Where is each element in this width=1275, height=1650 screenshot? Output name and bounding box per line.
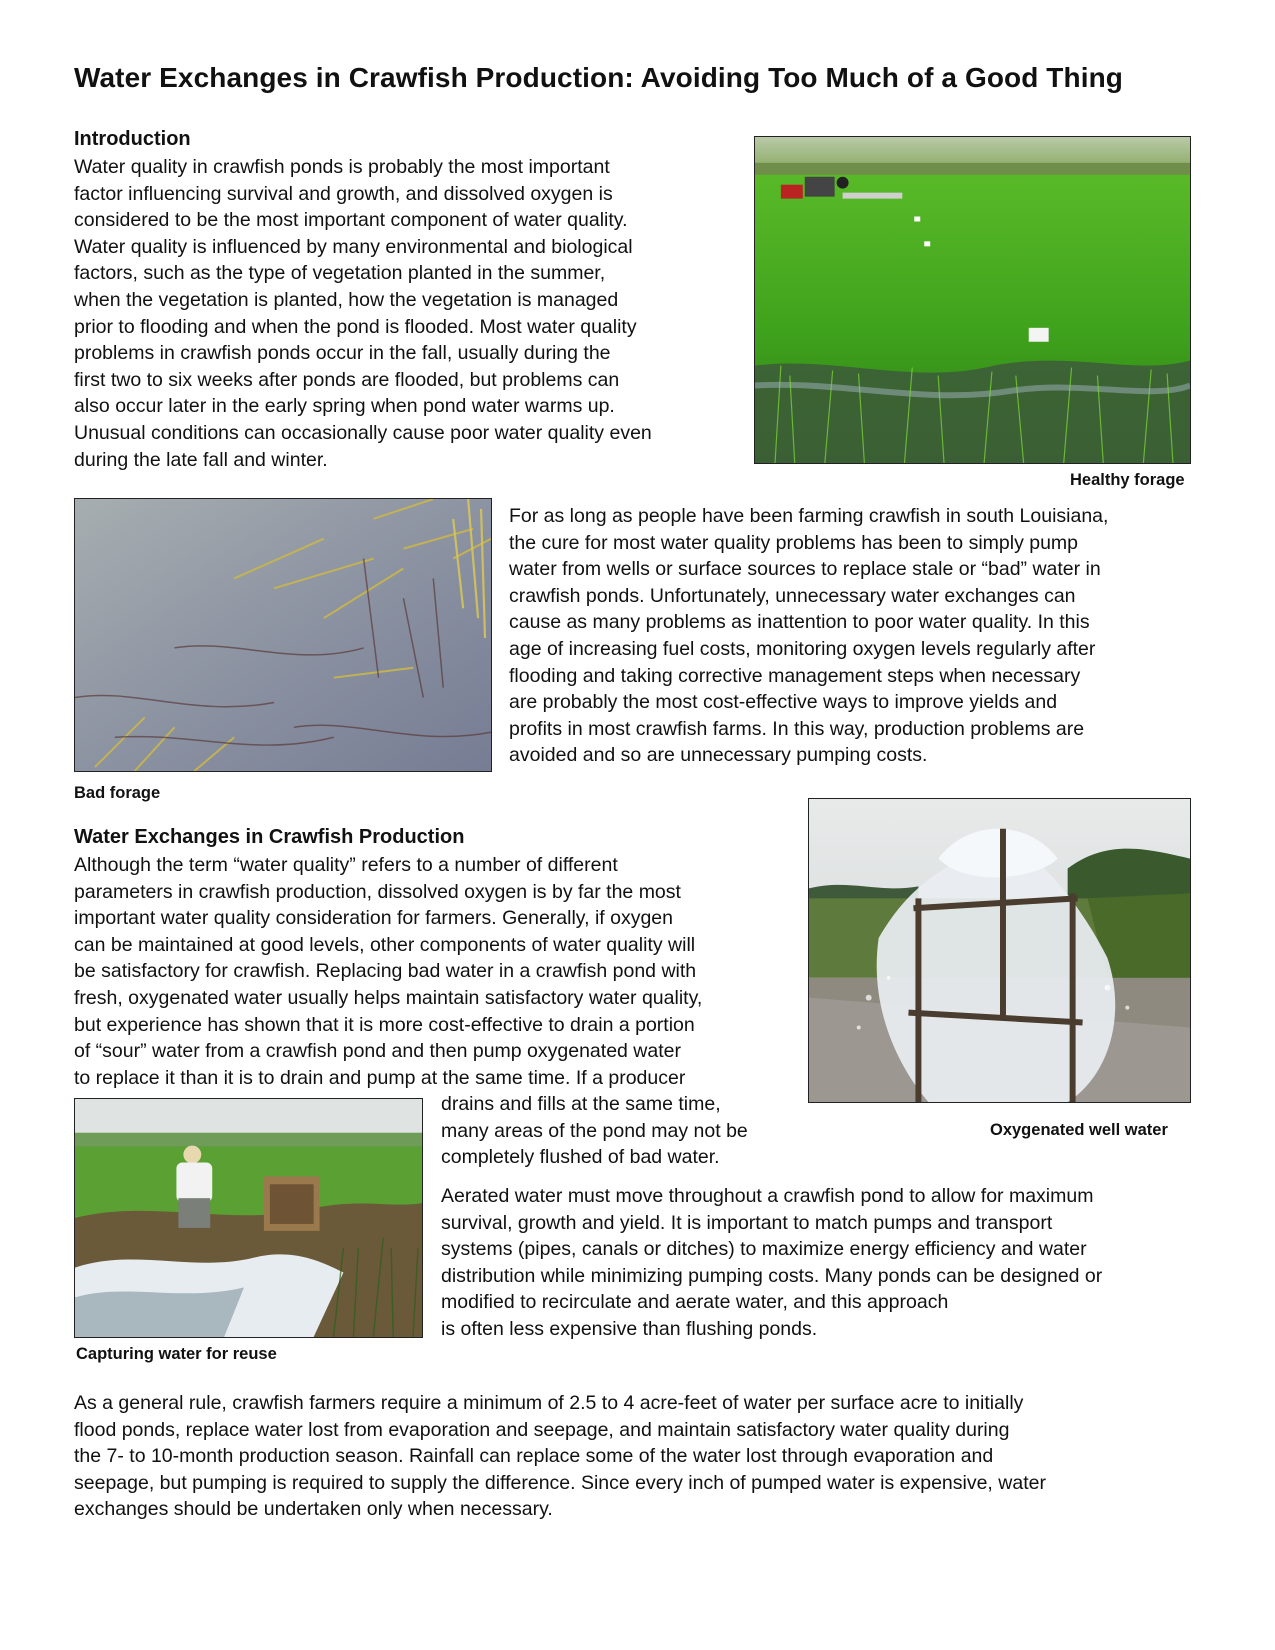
bad-forage-caption: Bad forage	[74, 784, 161, 802]
oxygenated-well-photo	[808, 798, 1191, 1103]
text-line: modified to recirculate and aerate water, and this approach	[441, 1291, 949, 1314]
text-line: be satisfactory for crawfish. Replacing bad water in a crawfish pond with	[74, 960, 697, 983]
text-line: the cure for most water quality problems has been to simply pump	[509, 531, 1079, 554]
text-line: is often less expensive than flushing ponds.	[441, 1317, 818, 1340]
text-line: are probably the most cost-effective ways to improve yields and	[509, 691, 1058, 714]
text-line: completely flushed of bad water.	[441, 1146, 720, 1169]
text-line: parameters in crawfish production, dissolved oxygen is by far the most	[74, 880, 681, 903]
intro-heading: Introduction	[74, 128, 191, 150]
text-line: crawfish ponds. Unfortunately, unnecessary water exchanges can	[509, 584, 1076, 607]
page-title: Water Exchanges in Crawfish Production: Avoiding Too Much of a Good Thing	[74, 62, 1124, 93]
text-line: first two to six weeks after ponds are flooded, but problems can	[74, 368, 620, 391]
text-line: age of increasing fuel costs, monitoring oxygen levels regularly after	[509, 637, 1096, 660]
text-line: For as long as people have been farming crawfish in south Louisiana,	[509, 505, 1109, 527]
text-line: during the late fall and winter.	[74, 448, 328, 471]
healthy-forage-caption: Healthy forage	[1070, 471, 1185, 489]
healthy-forage-photo	[754, 136, 1191, 464]
text-line: fresh, oxygenated water usually helps maintain satisfactory water quality,	[74, 986, 703, 1009]
text-line: survival, growth and yield. It is important to match pumps and transport	[441, 1211, 1053, 1234]
text-line: As a general rule, crawfish farmers require a minimum of 2.5 to 4 acre-feet of water per surface acre to initially	[74, 1392, 1024, 1414]
text-line: flooding and taking corrective management steps when necessary	[509, 664, 1081, 687]
text-line: important water quality consideration for farmers. Generally, if oxygen	[74, 907, 673, 930]
capturing-water-caption: Capturing water for reuse	[76, 1345, 277, 1363]
text-line: Although the term “water quality” refers to a number of different	[74, 854, 618, 876]
text-line: exchanges should be undertaken only when necessary.	[74, 1498, 553, 1521]
text-line: drains and fills at the same time,	[441, 1093, 721, 1115]
general-rule-paragraph	[74, 1390, 1046, 1523]
exchanges-paragraph	[74, 852, 702, 1091]
text-line: problems in crawfish ponds occur in the fall, usually during the	[74, 342, 611, 365]
aerated-paragraph	[441, 1183, 1102, 1343]
louisiana-paragraph	[509, 503, 1108, 769]
text-line: Unusual conditions can occasionally cause poor water quality even	[74, 421, 652, 444]
text-line: flood ponds, replace water lost from evaporation and seepage, and maintain satisfactory water quality during	[74, 1418, 1010, 1441]
text-line: can be maintained at good levels, other components of water quality will	[74, 933, 696, 956]
text-line: when the vegetation is planted, how the vegetation is managed	[74, 288, 619, 311]
text-line: considered to be the most important component of water quality.	[74, 209, 628, 232]
text-line: the 7- to 10-month production season. Rainfall can replace some of the water lost through evaporation and	[74, 1445, 994, 1468]
text-line: to replace it than it is to drain and pump at the same time. If a producer	[74, 1066, 686, 1089]
text-line: Aerated water must move throughout a crawfish pond to allow for maximum	[441, 1185, 1094, 1207]
exchanges-heading: Water Exchanges in Crawfish Production	[74, 826, 465, 848]
exchanges-wrap-paragraph	[441, 1091, 748, 1171]
text-line: Water quality is influenced by many environmental and biological	[74, 235, 633, 258]
text-line: systems (pipes, canals or ditches) to maximize energy efficiency and water	[441, 1238, 1087, 1261]
text-line: but experience has shown that it is more cost-effective to drain a portion	[74, 1013, 695, 1036]
text-line: cause as many problems as inattention to poor water quality. In this	[509, 611, 1090, 634]
bad-forage-photo	[74, 498, 492, 772]
capturing-water-photo	[74, 1098, 423, 1338]
text-line: prior to flooding and when the pond is flooded. Most water quality	[74, 315, 637, 338]
text-line: factors, such as the type of vegetation planted in the summer,	[74, 262, 606, 285]
text-line: Water quality in crawfish ponds is probably the most important	[74, 156, 610, 178]
text-line: profits in most crawfish farms. In this way, production problems are	[509, 717, 1085, 740]
text-line: factor influencing survival and growth, and dissolved oxygen is	[74, 182, 613, 205]
oxygenated-well-caption: Oxygenated well water	[990, 1121, 1168, 1139]
text-line: of “sour” water from a crawfish pond and then pump oxygenated water	[74, 1040, 681, 1063]
text-line: avoided and so are unnecessary pumping costs.	[509, 744, 928, 767]
text-line: water from wells or surface sources to replace stale or “bad” water in	[509, 558, 1101, 581]
text-line: seepage, but pumping is required to supply the difference. Since every inch of pumped water is expensive, water	[74, 1471, 1046, 1494]
text-line: distribution while minimizing pumping costs. Many ponds can be designed or	[441, 1264, 1103, 1287]
text-line: also occur later in the early spring when pond water warms up.	[74, 395, 615, 418]
text-line: many areas of the pond may not be	[441, 1119, 748, 1142]
intro-paragraph	[74, 154, 652, 473]
